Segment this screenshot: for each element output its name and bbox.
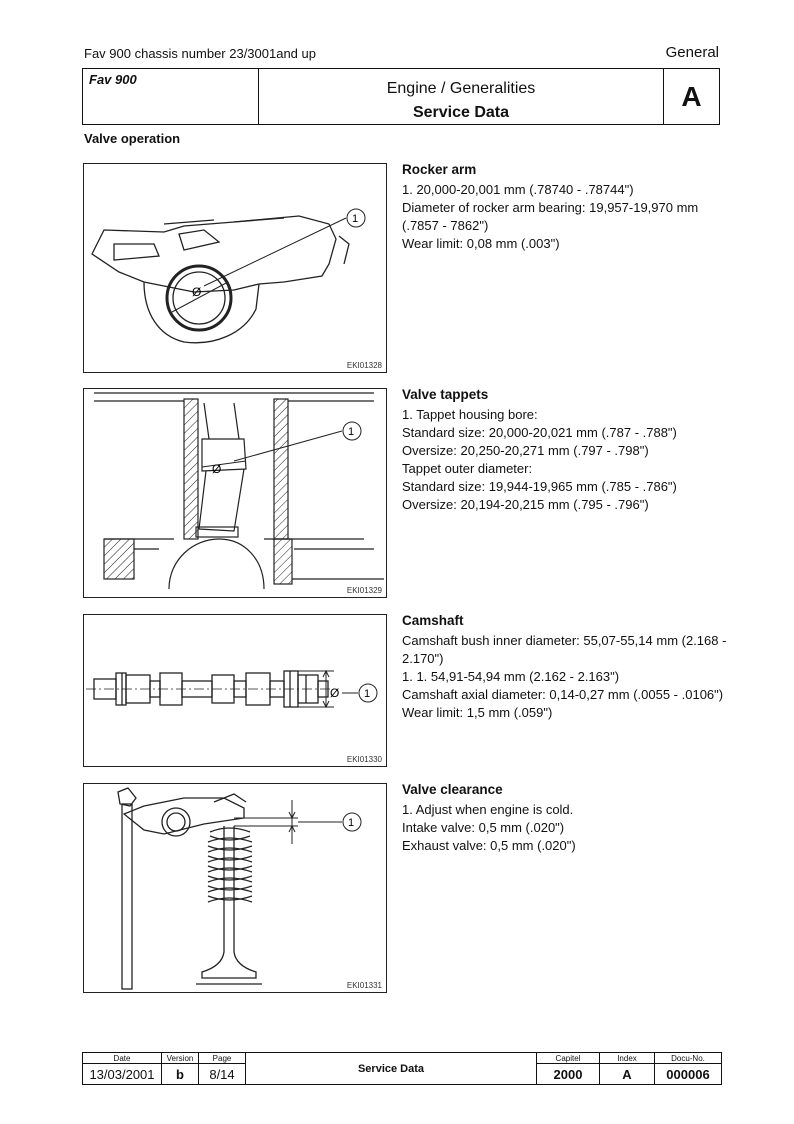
- camshaft-drawing: [84, 615, 388, 768]
- camshaft-callout: 1: [364, 688, 371, 700]
- footer-index: A: [600, 1064, 655, 1085]
- footer-version: b: [162, 1064, 199, 1085]
- camshaft-line-1: Camshaft bush inner diameter: 55,07-55,14 mm (2.168 - 2.170"): [402, 633, 727, 666]
- valve-clearance-heading: Valve clearance: [402, 782, 503, 797]
- valve-tappets-figure: [83, 388, 387, 598]
- footer-version-label: Version: [162, 1053, 199, 1064]
- footer-page-label: Page: [199, 1053, 246, 1064]
- rocker-arm-diameter-symbol: Ø: [192, 285, 202, 299]
- valve-tappets-line-1: 1. Tappet housing bore:: [402, 407, 538, 422]
- camshaft-line-2: 1. 1. 54,91-54,94 mm (2.162 - 2.163"): [402, 669, 620, 684]
- footer-index-label: Index: [600, 1053, 655, 1064]
- camshaft-text: [402, 612, 732, 722]
- footer-page: 8/14: [199, 1064, 246, 1085]
- valve-clearance-figure-code: EKI01331: [346, 981, 382, 990]
- valve-tappets-line-6: Oversize: 20,194-20,215 mm (.795 - .796"): [402, 497, 649, 512]
- header-index-letter: A: [681, 80, 702, 112]
- valve-tappets-figure-code: EKI01329: [346, 586, 382, 595]
- valve-tappets-text: [402, 386, 732, 514]
- camshaft-figure-code: EKI01330: [346, 755, 382, 764]
- rocker-arm-figure-code: EKI01328: [346, 361, 382, 370]
- footer-docu: 000006: [655, 1064, 722, 1085]
- rocker-arm-line-1: 1. 20,000-20,001 mm (.78740 - .78744"): [402, 182, 634, 197]
- document-chassis-line: Fav 900 chassis number 23/3001and up: [84, 46, 316, 61]
- camshaft-figure: [83, 614, 387, 767]
- footer-capitel-label: Capitel: [537, 1053, 600, 1064]
- valve-tappets-line-2: Standard size: 20,000-20,021 mm (.787 - .788"): [402, 425, 677, 440]
- footer-docu-label: Docu-No.: [655, 1053, 722, 1064]
- footer-date: 13/03/2001: [83, 1064, 162, 1085]
- header-subtitle: Service Data: [412, 104, 510, 121]
- header-title-cell: [259, 69, 664, 124]
- valve-tappets-line-4: Tappet outer diameter:: [402, 461, 533, 476]
- footer-capitel: 2000: [537, 1064, 600, 1085]
- header-box: [82, 68, 720, 125]
- document-category: General: [665, 44, 719, 61]
- camshaft-diameter-symbol: Ø: [330, 686, 340, 700]
- rocker-arm-figure: [83, 163, 387, 373]
- valve-clearance-drawing: [84, 784, 388, 994]
- valve-clearance-line-1: 1. Adjust when engine is cold.: [402, 802, 574, 817]
- valve-tappets-heading: Valve tappets: [402, 387, 489, 402]
- camshaft-line-3: Camshaft axial diameter: 0,14-0,27 mm (.0055 - .0106"): [402, 687, 724, 702]
- camshaft-heading: Camshaft: [402, 613, 464, 628]
- valve-tappets-drawing: [84, 389, 388, 599]
- valve-clearance-callout: 1: [348, 817, 355, 829]
- header-model: Fav 900: [83, 69, 259, 124]
- footer-title: Service Data: [246, 1053, 537, 1085]
- section-title: Valve operation: [84, 131, 181, 146]
- footer-table: [82, 1052, 722, 1084]
- valve-tappets-callout: 1: [348, 426, 355, 438]
- valve-clearance-line-3: Exhaust valve: 0,5 mm (.020"): [402, 838, 576, 853]
- valve-tappets-diameter-symbol: Ø: [212, 462, 222, 476]
- rocker-arm-heading: Rocker arm: [402, 162, 477, 177]
- rocker-arm-drawing: [84, 164, 388, 374]
- header-title: Engine / Generalities: [386, 80, 536, 97]
- rocker-arm-text: [402, 161, 732, 253]
- valve-clearance-line-2: Intake valve: 0,5 mm (.020"): [402, 820, 565, 835]
- rocker-arm-callout: 1: [352, 213, 359, 225]
- valve-tappets-line-3: Oversize: 20,250-20,271 mm (.797 - .798"): [402, 443, 649, 458]
- camshaft-line-4: Wear limit: 1,5 mm (.059"): [402, 705, 553, 720]
- valve-clearance-figure: [83, 783, 387, 993]
- footer-date-label: Date: [83, 1053, 162, 1064]
- valve-clearance-text: [402, 781, 732, 855]
- rocker-arm-line-2: Diameter of rocker arm bearing: 19,957-19,970 mm (.7857 - 7862"): [402, 200, 699, 233]
- valve-tappets-line-5: Standard size: 19,944-19,965 mm (.785 - .786"): [402, 479, 677, 494]
- rocker-arm-line-3: Wear limit: 0,08 mm (.003"): [402, 236, 560, 251]
